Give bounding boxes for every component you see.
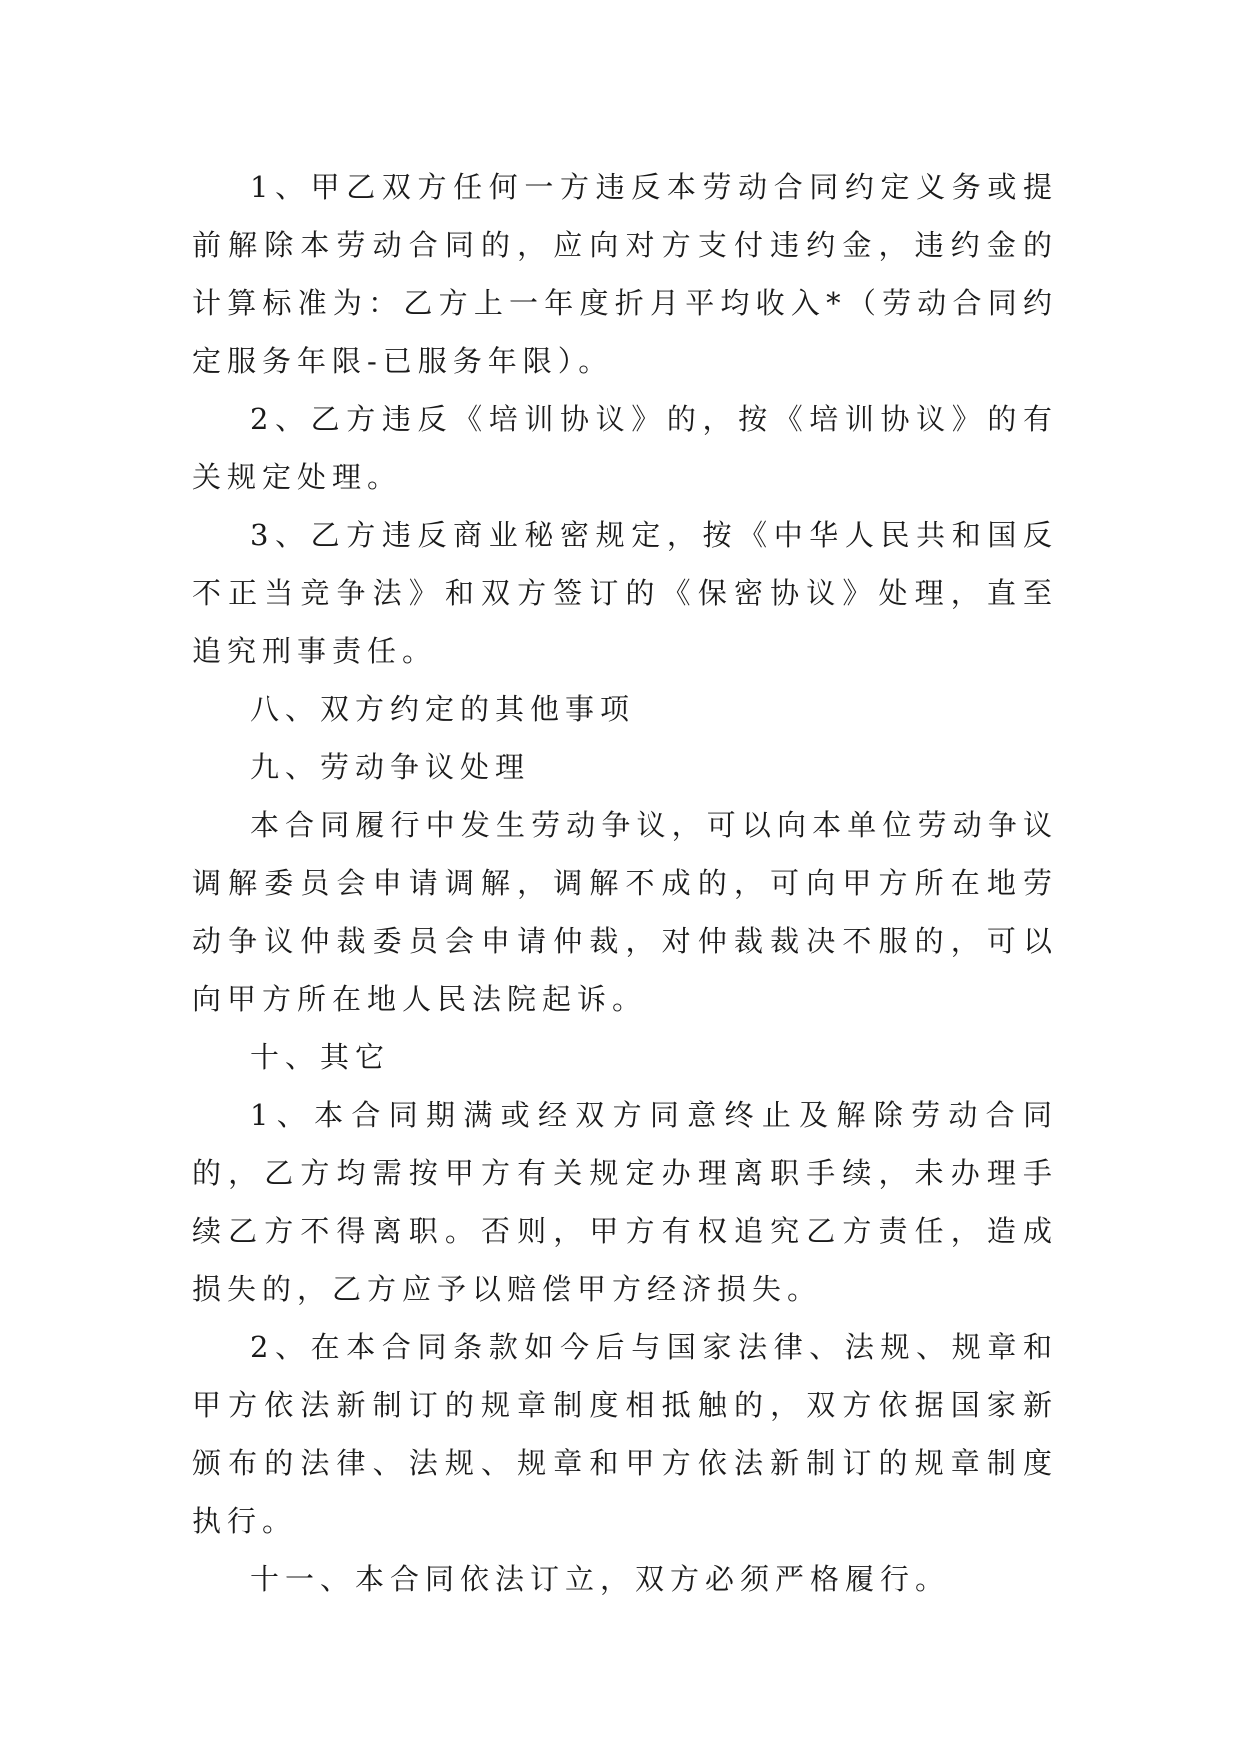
section-heading-final-clause: 十一、本合同依法订立，双方必须严格履行。 — [250, 1562, 951, 1596]
section-heading-other-matters: 八、双方约定的其他事项 — [250, 692, 636, 726]
paragraph-labor-dispute: 本合同履行中发生劳动争议，可以向本单位劳动争议调解委员会申请调解，调解不成的，可向甲方所在地劳动争议仲裁委员会申请仲裁，对仲裁裁决不服的，可以向甲方所在地人民法院起诉。 — [192, 808, 1058, 1016]
paragraph-confidentiality-clause: 3、乙方违反商业秘密规定，按《中华人民共和国反不正当竞争法》和双方签订的《保密协议》处理，直至追究刑事责任。 — [192, 518, 1058, 668]
paragraph-training-clause: 2、乙方违反《培训协议》的，按《培训协议》的有关规定处理。 — [192, 402, 1058, 494]
paragraph-legal-conflict: 2、在本合同条款如今后与国家法律、法规、规章和甲方依法新制订的规章制度相抵触的，双方依据国家新颁布的法律、法规、规章和甲方依法新制订的规章制度执行。 — [192, 1330, 1058, 1538]
document-body — [192, 158, 1058, 1608]
section-heading-labor-dispute: 九、劳动争议处理 — [250, 750, 531, 784]
paragraph-penalty-clause: 1、甲乙双方任何一方违反本劳动合同约定义务或提前解除本劳动合同的，应向对方支付违约金，违约金的计算标准为：乙方上一年度折月平均收入*（劳动合同约定服务年限-已服务年限）。 — [192, 170, 1058, 378]
section-heading-others: 十、其它 — [250, 1040, 391, 1074]
paragraph-resignation-procedure: 1、本合同期满或经双方同意终止及解除劳动合同的，乙方均需按甲方有关规定办理离职手续，未办理手续乙方不得离职。否则，甲方有权追究乙方责任，造成损失的，乙方应予以赔偿甲方经济损失。 — [192, 1098, 1058, 1306]
